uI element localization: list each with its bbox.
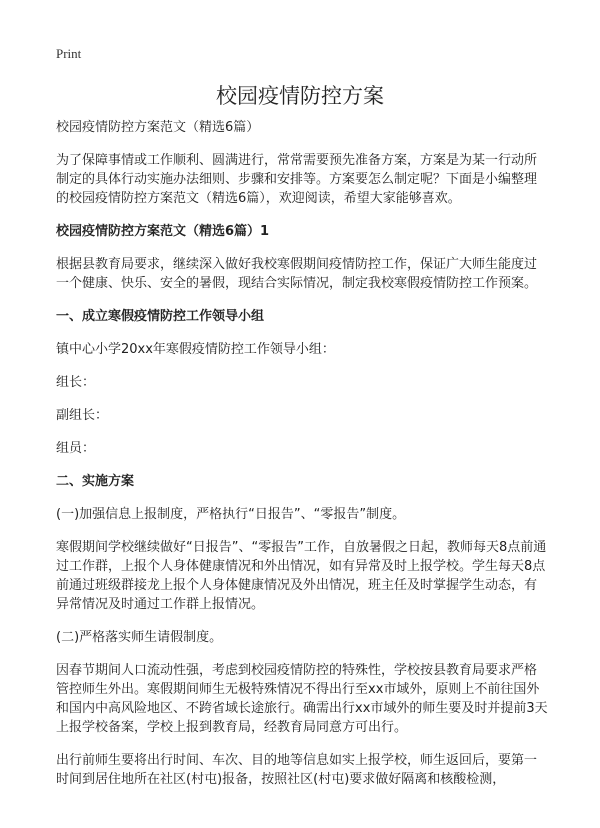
intro-paragraph: 为了保障事情或工作顺利、圆满进行，常常需要预先准备方案，方案是为某一行动所制定的具体行动实施办法细则、步骤和安排等。方案要怎么制定呢？下面是小编整理的校园疫情防控方案范文（精选6篇），欢迎阅读，希望大家能够喜欢。 [56, 153, 538, 206]
vice-leader-line: 副组长： [56, 408, 109, 423]
paragraph-travel: 出行前师生要将出行时间、车次、目的地等信息如实上报学校，师生返回后，要第一时间到居住地所在社区(村屯)报备，按照社区(村屯)要求做好隔离和核酸检测， [56, 753, 538, 787]
section-heading: 校园疫情防控方案范文（精选6篇）1 [56, 224, 270, 239]
page-title: 校园疫情防控方案 [216, 84, 384, 108]
paragraph-reporting: 寒假期间学校继续做好“日报告”、“零报告”工作，自放暑假之日起，教师每天8点前通过工作群，上报个人身体健康情况和外出情况，如有异常及时上报学校。学生每天8点前通过班级群接龙上报个人身体健康情况及外出情况，班主任及时掌握学生动态，有异常情况及时通过工作群上报情况。 [56, 540, 547, 612]
print-link[interactable]: Print [56, 46, 82, 61]
group-line: 镇中心小学20xx年寒假疫情防控工作领导小组： [56, 342, 335, 357]
heading-implementation: 二、实施方案 [56, 474, 135, 489]
paragraph-leave: 因春节期间人口流动性强，考虑到校园疫情防控的特殊性，学校按县教育局要求严格管控师生外出。寒假期间师生无极特殊情况不得出行至xx市域外，原则上不前往国外和国内中高风险地区、不跨省域长途旅行。确需出行xx市域外的师生要及时并提前3天上报学校备案，学校上报到教育局，经教育局同意方可出行。 [56, 663, 548, 735]
item-reporting: (一)加强信息上报制度，严格执行“日报告”、“零报告”制度。 [56, 507, 406, 522]
document-body [56, 118, 548, 803]
heading-leadership-group: 一、成立寒假疫情防控工作领导小组 [56, 309, 265, 324]
item-leave: (二)严格落实师生请假制度。 [56, 630, 223, 645]
paragraph-requirements: 根据县教育局要求，继续深入做好我校寒假期间疫情防控工作，保证广大师生能度过一个健康、快乐、安全的暑假，现结合实际情况，制定我校寒假疫情防控工作预案。 [56, 257, 538, 291]
members-line: 组员： [56, 441, 96, 456]
leader-line: 组长： [56, 375, 96, 390]
document-subtitle: 校园疫情防控方案范文（精选6篇） [56, 120, 260, 135]
